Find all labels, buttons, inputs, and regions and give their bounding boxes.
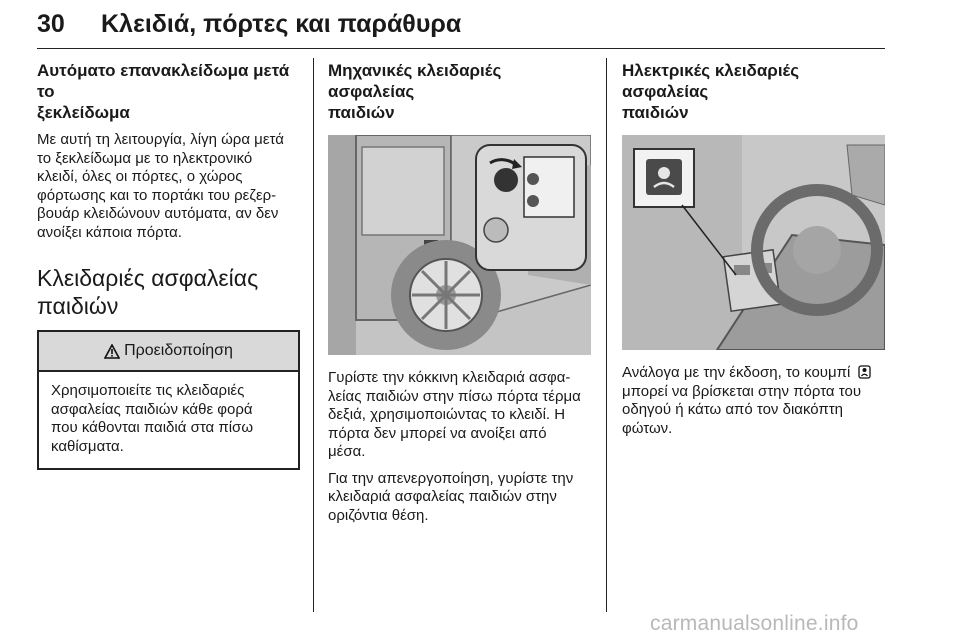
- rear-door-child-lock-illustration: [328, 135, 591, 355]
- driver-door-switch-panel-illustration: [622, 135, 885, 350]
- watermark: carmanualsonline.info: [650, 612, 859, 635]
- page-title: Κλειδιά, πόρτες και παράθυρα: [101, 10, 462, 38]
- warning-box: [37, 330, 300, 470]
- column-3: [622, 60, 886, 438]
- page-header: [37, 10, 885, 44]
- warning-title: Προειδοποίηση: [124, 342, 233, 359]
- warning-text: Χρησιμοποιείτε τις κλειδαριές ασφαλείας παιδιών κάθε φορά που κάθονται παιδιά στα πίσω καθίσματα.: [51, 382, 254, 455]
- column-divider-1: [313, 58, 314, 612]
- page-number: 30: [37, 10, 65, 38]
- child-lock-button-icon: [858, 365, 871, 379]
- column-2: [328, 60, 592, 525]
- auto-relock-heading: Αυτόματο επανακλείδωμα μετά το ξεκλείδωμα: [37, 61, 290, 122]
- header-divider: [37, 48, 885, 49]
- column-1: [37, 60, 300, 470]
- mechanical-locks-text: Γυρίστε την κόκκινη κλειδαριά ασφα- λείας παιδιών στην πίσω πόρτα τέρμα δεξιά, χρησιμοποιώντας το κλειδί. Η πόρτα δεν μπορεί να ανοίξει από μέσα.: [328, 369, 581, 460]
- electric-locks-text: Ανάλογα με την έκδοση, το κουμπί μπορεί να βρίσκεται στην πόρτα του οδηγού ή κάτω από τον διακόπτη φώτων.: [622, 364, 886, 438]
- rear-door-illustration-svg: [328, 135, 591, 355]
- column-divider-2: [606, 58, 607, 612]
- mechanical-locks-deactivate-text: Για την απενεργοποίηση, γυρίστε την κλειδαριά ασφαλείας παιδιών στην οριζόντια θέση.: [328, 469, 574, 524]
- auto-relock-text: Με αυτή τη λειτουργία, λίγη ώρα μετά το ξεκλείδωμα με το ηλεκτρονικό κλειδί, όλες οι πόρτες, ο χώρος φόρτωσης και το πορτάκι του ρεζερ- βουάρ κλειδώνουν αυτόματα, αν δεν ανοίξει κάποια πόρτα.: [37, 131, 284, 241]
- warning-header: [39, 332, 298, 372]
- child-locks-section-heading: Κλειδαριές ασφαλείας παιδιών: [37, 265, 259, 319]
- warning-triangle-icon: [104, 344, 120, 359]
- mechanical-locks-heading: Μηχανικές κλειδαριές ασφαλείας παιδιών: [328, 61, 502, 122]
- switch-panel-illustration-svg: [622, 135, 885, 350]
- electric-locks-heading: Ηλεκτρικές κλειδαριές ασφαλείας παιδιών: [622, 61, 800, 122]
